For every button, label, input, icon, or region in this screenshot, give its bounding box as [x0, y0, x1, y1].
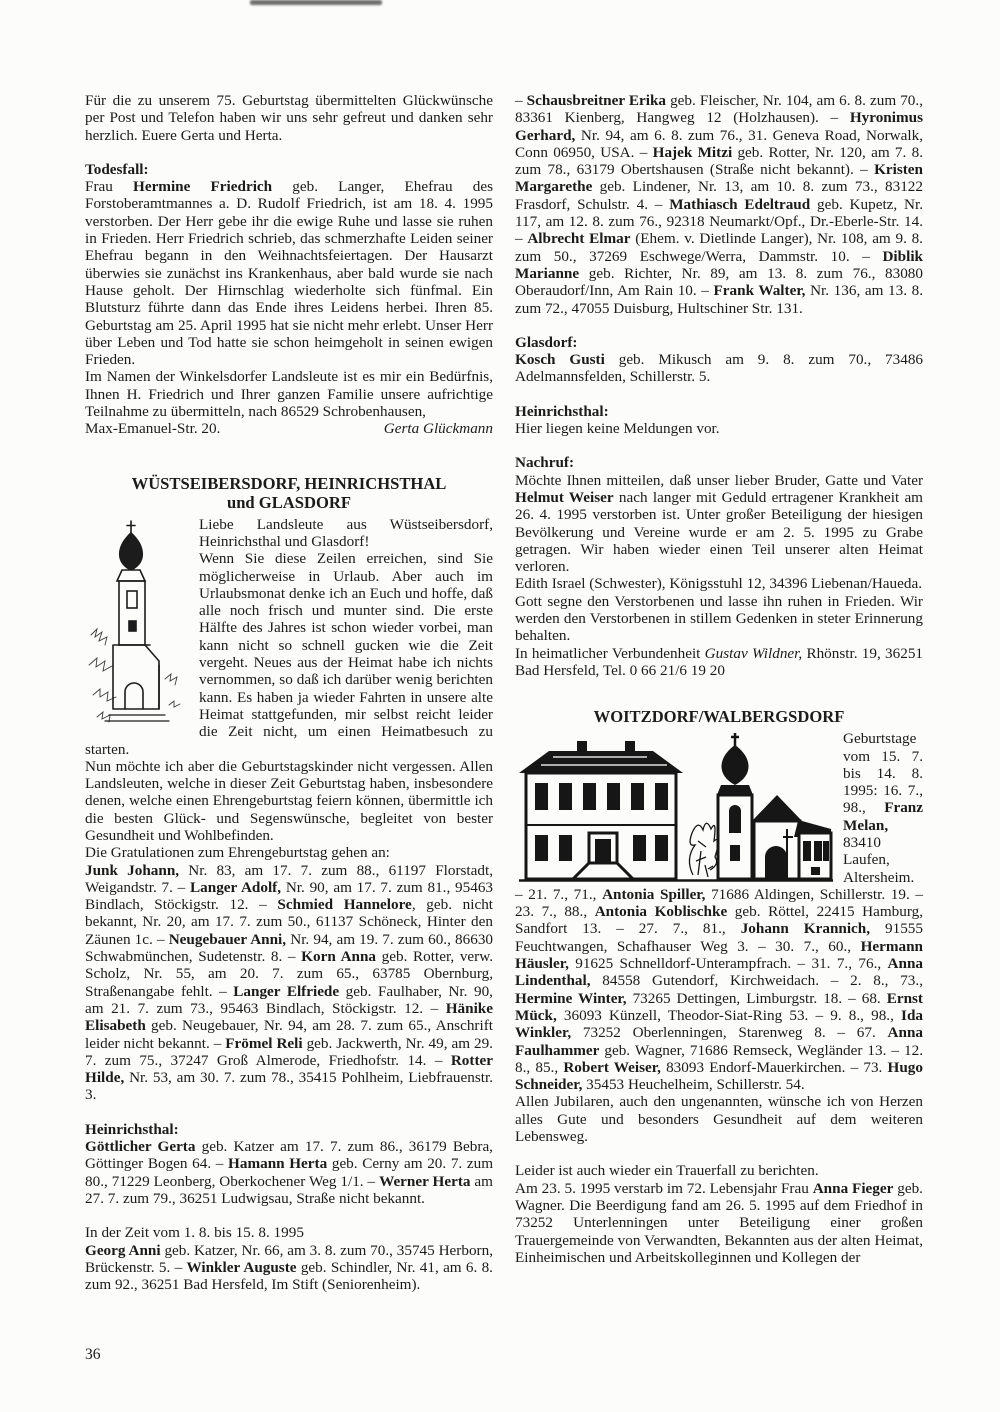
birthday-intro-paragraph: Nun möchte ich aber die Geburtstagskinder nicht vergessen. Allen Landsleuten, welche in dieser Zeit Geburtstag haben, insbesondere denen, welche einen Ehrengeburtstag feiern können, übermittle ich die besten Glück- und Segenswünsche, begleitet von bester Gesundheit und Wohlbefinden. [85, 757, 493, 844]
jubilare-paragraph: Allen Jubilaren, auch den ungenannten, wünsche ich von Herzen alles Gute und besonders Gesundheit auf dem weiteren Lebensweg. [515, 1093, 923, 1146]
spacer [515, 696, 923, 705]
page-number: 36 [85, 1346, 101, 1363]
section-title-woitzdorf: WOITZDORF/WALBERGSDORF [593, 707, 845, 727]
church-sketch-illustration [85, 519, 189, 727]
greeting-paragraph: Liebe Landsleute aus Wüstseibersdorf, Heinrichsthal und Glasdorf! [199, 515, 493, 550]
spacer [85, 438, 493, 455]
letter-paragraph: Wenn Sie diese Zeilen erreichen, sind Sie möglicherweise in Urlaub. Aber auch im Urlaubsmonat denke ich an Euch und hoffe, daß alle noch frisch und munter sind. Die erste Hälfte des Jahres ist schon wieder vorbei, man kann nicht so schnell gucken wie die Zeit vergeht. Neues aus der Heimat habe ich nichts vernommen, so daß ich darüber wenig berichten kann. Es haben ja wieder Fahrten in unsere alte Heimat stattgefunden, mir selbst reicht leider die Zeit nicht, um einen Heimatbesuch zu starten. [85, 550, 493, 758]
spacer [515, 437, 923, 454]
todesfall-heading: Todesfall: [85, 160, 149, 178]
gratulationen-lead: Die Gratulationen zum Ehrengeburtstag gehen an: [85, 844, 390, 862]
nachruf-blessing: Gott segne den Verstorbenen und lasse ihn ruhen in Frieden. Wir werden den Verstorbenen in stillem Gedenken in steter Erinnerung behalten. [515, 592, 923, 645]
trauerfall-intro: Leider ist auch wieder ein Trauerfall zu berichten. [515, 1162, 819, 1180]
left-column [85, 92, 493, 1293]
todesfall-paragraph: Frau Hermine Friedrich geb. Langer, Ehefrau des Forstoberamtmannes a. D. Rudolf Friedrich, ist am 18. 4. 1995 verstorben. Der Herr gebe ihr die ewige Ruhe und lasse sie ruhen in Frieden. Herr Friedrich schrieb, das schmerzhafte Leiden seiner Ehefrau begann in den Weihnachtsfeiertagen. Der Hausarzt überwies sie zunächst ins Krankenhaus, aber bald wurde sie nach Hause geholt. Der Hirnschlag wiederholte sich fünfmal. Ein Blutsturz führte dann das Ende ihres Leidens herbei. Ihren 85. Geburtstag am 25. April 1995 hat sie nicht mehr erlebt. Unser Herr über Leben und Tod hatte sie schon heimgeholt in seinen ewigen Frieden. [85, 178, 493, 369]
condolence-address: Max-Emanuel-Str. 20. [85, 420, 221, 438]
intro-paragraph: Für die zu unserem 75. Geburtstag übermittelten Glückwünsche per Post und Telefon haben wir uns sehr gefreut und danken sehr herzlich. Euere Gerta und Herta. [85, 92, 493, 144]
wuestseibersdorf-letter-block [85, 516, 493, 758]
nachruf-signoff: In heimatlicher Verbundenheit Gustav Wildner, Rhönstr. 19, 36251 Bad Hersfeld, Tel. 0 66 21/6 19 20 [515, 644, 924, 679]
nachruf-heading: Nachruf: [515, 454, 575, 472]
scan-artifact-bar [250, 0, 382, 5]
village-buildings-illustration [515, 733, 833, 883]
gratulationen-list: Junk Johann, Nr. 83, am 17. 7. zum 88., 61197 Florstadt, Weigandstr. 7. – Langer Adolf, Nr. 90, am 17. 7. zum 81., 95463 Bindlach, Stöckigstr. 12. – Schmied Hannelore, geb. nicht bekannt, Nr. 20, am 17. 7. zum 50., 61137 Schöneck, Hinter den Zäunen 1c. – Neugebauer Anni, Nr. 94, am 19. 7. zum 60., 86630 Schwabmünchen, Sudetenstr. 8. – Korn Anna geb. Rotter, verw. Scholz, Nr. 55, am 20. 7. zum 65., 63785 Obernburg, Straßenangabe fehlt. – Langer Elfriede geb. Faulhaber, Nr. 90, am 21. 7. zum 73., 95463 Bindlach, Stöckigstr. 12. – Hänike Elisabeth geb. Neugebauer, Nr. 94, am 28. 7. zum 65., Anschrift leider nicht bekannt. – Frömel Reli geb. Jackwerth, Nr. 49, am 29. 7. zum 75., 37247 Groß Almerode, Friedhofstr. 14. – Rotter Hilde, Nr. 53, am 30. 7. zum 78., 35415 Pohlheim, Liebfrauenstr. 3. [85, 861, 494, 1104]
section-title-line2: und GLASDORF [226, 492, 352, 512]
august-birthday-list: Georg Anni geb. Katzer, Nr. 66, am 3. 8. zum 70., 35745 Herborn, Brückenstr. 5. – Winkler Auguste geb. Schindler, Nr. 41, am 6. 8. zum 92., 36251 Bad Hersfeld, Im Stift (Seniorenheim). [85, 1241, 493, 1294]
author-signature: Gerta Glückmann [383, 420, 493, 438]
spacer [85, 144, 493, 161]
zeitraum-line: In der Zeit vom 1. 8. bis 15. 8. 1995 [85, 1224, 304, 1242]
glasdorf-list: Kosch Gusti geb. Mikusch am 9. 8. zum 70., 73486 Adelmannsfelden, Schillerstr. 5. [515, 351, 924, 386]
section-title-line1: WÜSTSEIBERSDORF, HEINRICHSTHAL [131, 473, 447, 493]
heinrichsthal-list-left: Göttlicher Gerta geb. Katzer am 17. 7. zum 86., 36179 Bebra, Göttinger Bogen 64. – Hamann Herta geb. Cerny am 20. 7. zum 80., 71229 Leonberg, Oberkochener Weg 1/1. – Werner Herta am 27. 7. zum 79., 36251 Ludwigsau, Straße nicht bekannt. [85, 1138, 494, 1207]
condolence-paragraph: Im Namen der Winkelsdorfer Landsleute ist es mir ein Bedürfnis, Ihnen H. Friedrich und Ihrer ganzen Familie unsere aufrichtige Teilnahme zu übermitteln, nach 86529 Schrobenhausen, [85, 368, 493, 421]
heinrichsthal-note: Hier liegen keine Meldungen vor. [515, 420, 720, 438]
section-title-wuestseibersdorf [85, 474, 493, 512]
spacer [85, 1104, 493, 1121]
two-column-layout [85, 92, 923, 1293]
spacer [515, 679, 923, 696]
heinrichsthal-heading-right: Heinrichsthal: [515, 402, 609, 420]
birthday-continuation-list: – Schausbreitner Erika geb. Fleischer, Nr. 104, am 6. 8. zum 70., 83361 Kienberg, Hangweg 12 (Holzhausen). – Hyronimus Gerhard, Nr. 94, am 6. 8. zum 76., 31. Geneva Road, Norwalk, Conn 06950, USA. – Hajek Mitzi geb. Rotter, Nr. 120, am 7. 8. zum 78., 63179 Obertshausen (Straße nicht bekannt). – Kristen Margarethe geb. Lindener, Nr. 13, am 10. 8. zum 73., 83122 Frasdorf, Schulstr. 4. – Mathiasch Edeltraud geb. Kupetz, Nr. 117, am 12. 8. zum 76., 92318 Neumarkt/Opf., Dr.-Eberle-Str. 14. – Albrecht Elmar (Ehem. v. Dietlinde Langer), Nr. 108, am 9. 8. zum 50., 37269 Eschwege/Werra, Dammstr. 10. – Diblik Marianne geb. Richter, Nr. 89, am 13. 8. zum 76., 83080 Oberaudorf/Inn, Am Rain 10. – Frank Walter, Nr. 136, am 13. 8. zum 72., 47055 Duisburg, Hultschiner Str. 131. [515, 92, 924, 317]
spacer [515, 386, 923, 403]
woitzdorf-birthday-list: Geburtstage vom 15. 7. bis 14. 8. 1995: 16. 7., 98., Franz Melan, 83410 Laufen, Altersheim. – 21. 7., 71., Antonia Spiller, 71686 Aldingen, Schillerstr. 19. – 23. 7., 88., Antonia Koblischke geb. Röttel, 22415 Hamburg, Sandfort 13. – 27. 7., 81., Johann Krannich, 91555 Feuchtwangen, Schafhauser Weg 3. – 30. 7., 60., Hermann Häusler, 91625 Schnelldorf-Unterampfrach. – 31. 7., 76., Anna Lindenthal, 84558 Gutendorf, Kirchweidach. – 2. 8., 73., Hermine Winter, 73265 Dettingen, Limburgstr. 18. – 68. Ernst Mück, 36093 Künzell, Theodor-Siat-Ring 53. – 9. 8., 98., Ida Winkler, 73252 Oberlenningen, Starenweg 8. – 67. Anna Faulhammer geb. Wagner, 71686 Remseck, Wegländer 13. – 12. 8., 85., Robert Weiser, 83093 Endorf-Mauerkirchen. – 73. Hugo Schneider, 35453 Heuchelheim, Schillerstr. 54. [515, 730, 924, 1094]
spacer [515, 1145, 923, 1162]
condolence-signature-line [85, 420, 493, 437]
nachruf-contact: Edith Israel (Schwester), Königsstuhl 12, 34396 Liebenan/Haueda. [515, 575, 923, 593]
glasdorf-heading: Glasdorf: [515, 333, 578, 351]
spacer [85, 1207, 493, 1224]
right-column [515, 92, 923, 1293]
woitzdorf-birthday-block [515, 730, 923, 1093]
trauerfall-paragraph: Am 23. 5. 1995 verstarb im 72. Lebensjahr Frau Anna Fieger geb. Wagner. Die Beerdigung fand am 26. 5. 1995 auf dem Friedhof in 73252 Unterlenningen unter Beteiligung einer großen Trauergemeinde von Verwandten, Bekannten aus der alten Heimat, Einheimischen und Arbeitskolleginnen und Kollegen der [515, 1179, 923, 1266]
spacer [515, 317, 923, 334]
spacer [85, 455, 493, 472]
heinrichsthal-heading-left: Heinrichsthal: [85, 1120, 179, 1138]
nachruf-paragraph: Möchte Ihnen mitteilen, daß unser lieber Bruder, Gatte und Vater Helmut Weiser nach langer mit Geduld ertragener Krankheit am 26. 4. 1995 verstorben ist. Unter großer Beteiligung der hiesigen Bevölkerung und Vereine wurde er am 2. 5. 1995 zu Grabe getragen. Wir haben wieder einen Teil unserer alten Heimat verloren. [515, 471, 923, 576]
